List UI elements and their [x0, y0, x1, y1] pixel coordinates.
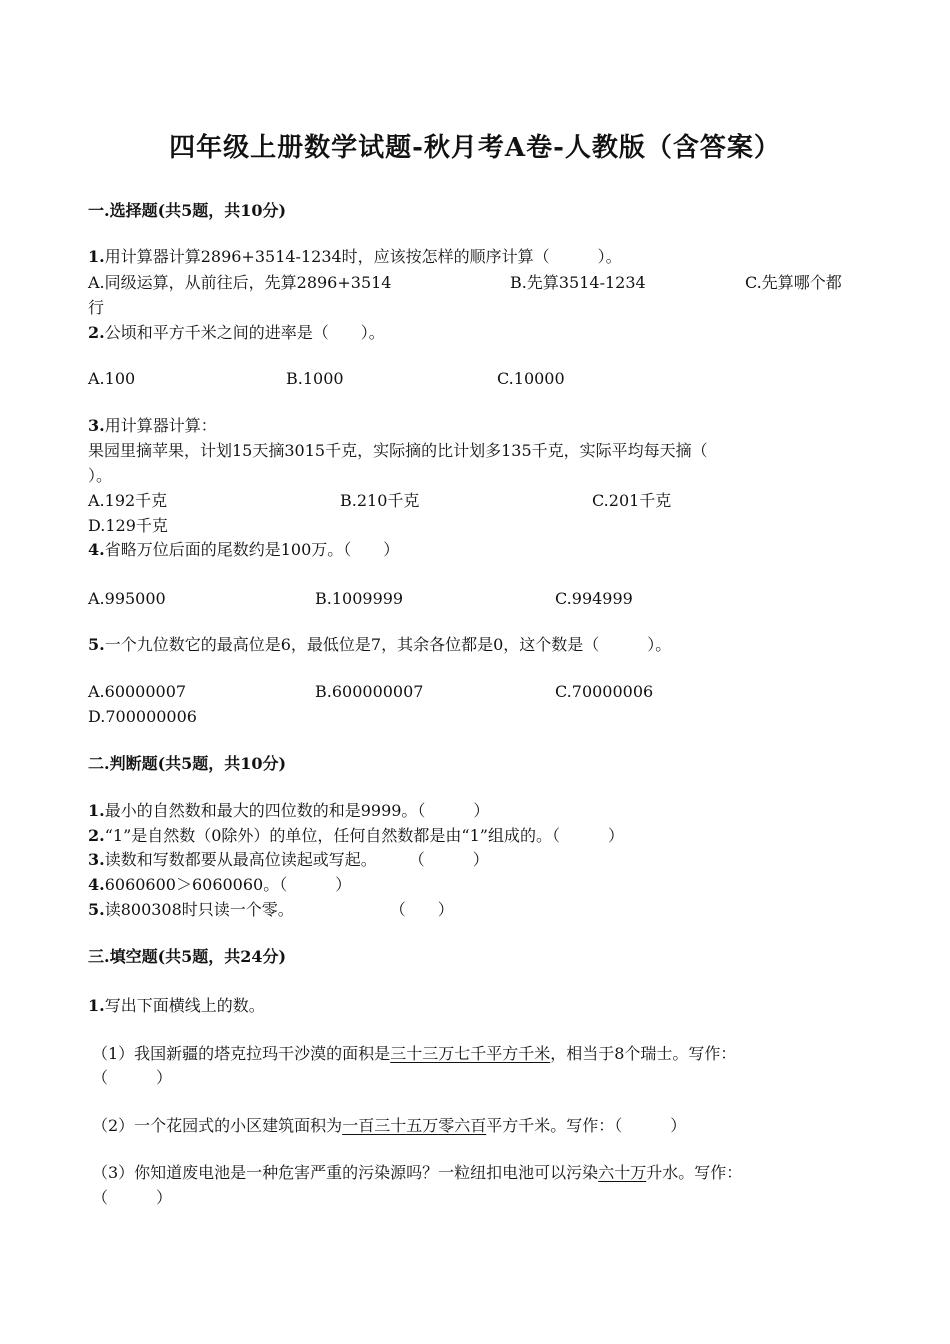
question-3: [88, 415, 217, 437]
question-number: 1.: [88, 996, 105, 1015]
question-text: 用计算器计算2896+3514-1234时，应该按怎样的顺序计算（ ）。: [104, 247, 622, 266]
question-number: 2.: [88, 323, 105, 342]
underlined-number-words: 三十三万七千平方千米: [390, 1044, 551, 1063]
option-a: A.60000007: [88, 682, 187, 701]
question-1: [88, 995, 265, 1017]
subquestion-text-end: 平方千米。写作：（ ）: [486, 1116, 687, 1135]
question-text: 一个九位数它的最高位是6，最低位是7，其余各位都是0，这个数是（ ）。: [104, 635, 672, 654]
question-4: [88, 539, 399, 561]
judgment-item: [88, 899, 454, 921]
option-c: C.先算哪个都: [745, 273, 842, 292]
item-number: 3.: [88, 850, 105, 869]
subquestion-3: [92, 1162, 742, 1184]
page-title: 四年级上册数学试题-秋月考A卷-人教版（含答案）: [169, 133, 781, 163]
question-text: 写出下面横线上的数。: [104, 996, 265, 1015]
item-text: 最小的自然数和最大的四位数的和是9999。（ ）: [104, 801, 490, 820]
question-5: [88, 634, 671, 656]
answer-blank: （ ）: [92, 1188, 173, 1207]
judgment-item: [88, 800, 489, 822]
option-c-continued: 行: [88, 298, 105, 317]
subquestion-text: （1）我国新疆的塔克拉玛干沙漠的面积是: [92, 1044, 391, 1063]
underlined-number-words: 六十万: [598, 1163, 647, 1182]
question-number: 5.: [88, 635, 105, 654]
question-text: 公顷和平方千米之间的进率是（ ）。: [104, 323, 385, 342]
judgment-item: [88, 825, 624, 847]
option-b: B.先算3514-1234: [510, 273, 646, 292]
question-number: 3.: [88, 416, 105, 435]
item-number: 4.: [88, 875, 105, 894]
judgment-item: [88, 849, 489, 871]
question-text: 省略万位后面的尾数约是100万。（ ）: [104, 540, 400, 559]
subquestion-text: （2）一个花园式的小区建筑面积为: [92, 1116, 343, 1135]
item-number: 1.: [88, 801, 105, 820]
option-a: A.995000: [88, 589, 166, 608]
option-b: B.600000007: [315, 682, 424, 701]
question-text: 用计算器计算：: [104, 416, 217, 435]
judgment-item: [88, 874, 351, 896]
answer-blank: （ ）: [92, 1068, 173, 1087]
section-heading-fill: 三.填空题(共5题，共24分): [88, 947, 287, 966]
subquestion-text-end: ，相当于8个瑞士。写作：: [550, 1044, 737, 1063]
subquestion-text-end: 升水。写作：: [646, 1163, 743, 1182]
item-text: 读数和写数都要从最高位读起或写起。 （ ）: [104, 850, 489, 869]
item-number: 2.: [88, 826, 105, 845]
question-2: [88, 322, 385, 344]
subquestion-1: [92, 1043, 736, 1065]
option-a: A.同级运算，从前往后，先算2896+3514: [88, 273, 392, 292]
option-c: C.70000006: [555, 682, 654, 701]
option-b: B.1009999: [315, 589, 404, 608]
question-number: 4.: [88, 540, 105, 559]
option-b: B.210千克: [340, 491, 420, 510]
option-c: C.201千克: [592, 491, 672, 510]
option-b: B.1000: [286, 369, 344, 388]
option-d: D.129千克: [88, 516, 168, 535]
option-c: C.10000: [497, 369, 565, 388]
option-d: D.700000006: [88, 707, 197, 726]
section-heading-judgment: 二.判断题(共5题，共10分): [88, 754, 287, 773]
option-a: A.100: [88, 369, 136, 388]
item-text: 读800308时只读一个零。 （ ）: [104, 900, 454, 919]
question-text-line3: ）。: [88, 466, 113, 485]
subquestion-text: （3）你知道废电池是一种危害严重的污染源吗？一粒纽扣电池可以污染: [92, 1163, 599, 1182]
item-number: 5.: [88, 900, 105, 919]
item-text: “1”是自然数（0除外）的单位，任何自然数都是由“1”组成的。（ ）: [104, 826, 624, 845]
underlined-number-words: 一百三十五万零六百: [342, 1116, 487, 1135]
question-text-line2: 果园里摘苹果，计划15天摘3015千克，实际摘的比计划多135千克，实际平均每天摘（: [88, 441, 708, 460]
item-text: 6060600＞6060060。（ ）: [104, 875, 352, 894]
option-a: A.192千克: [88, 491, 168, 510]
option-c: C.994999: [555, 589, 633, 608]
subquestion-2: [92, 1115, 686, 1137]
question-1: [88, 246, 622, 268]
question-number: 1.: [88, 247, 105, 266]
section-heading-choice: 一.选择题(共5题，共10分): [88, 201, 287, 220]
